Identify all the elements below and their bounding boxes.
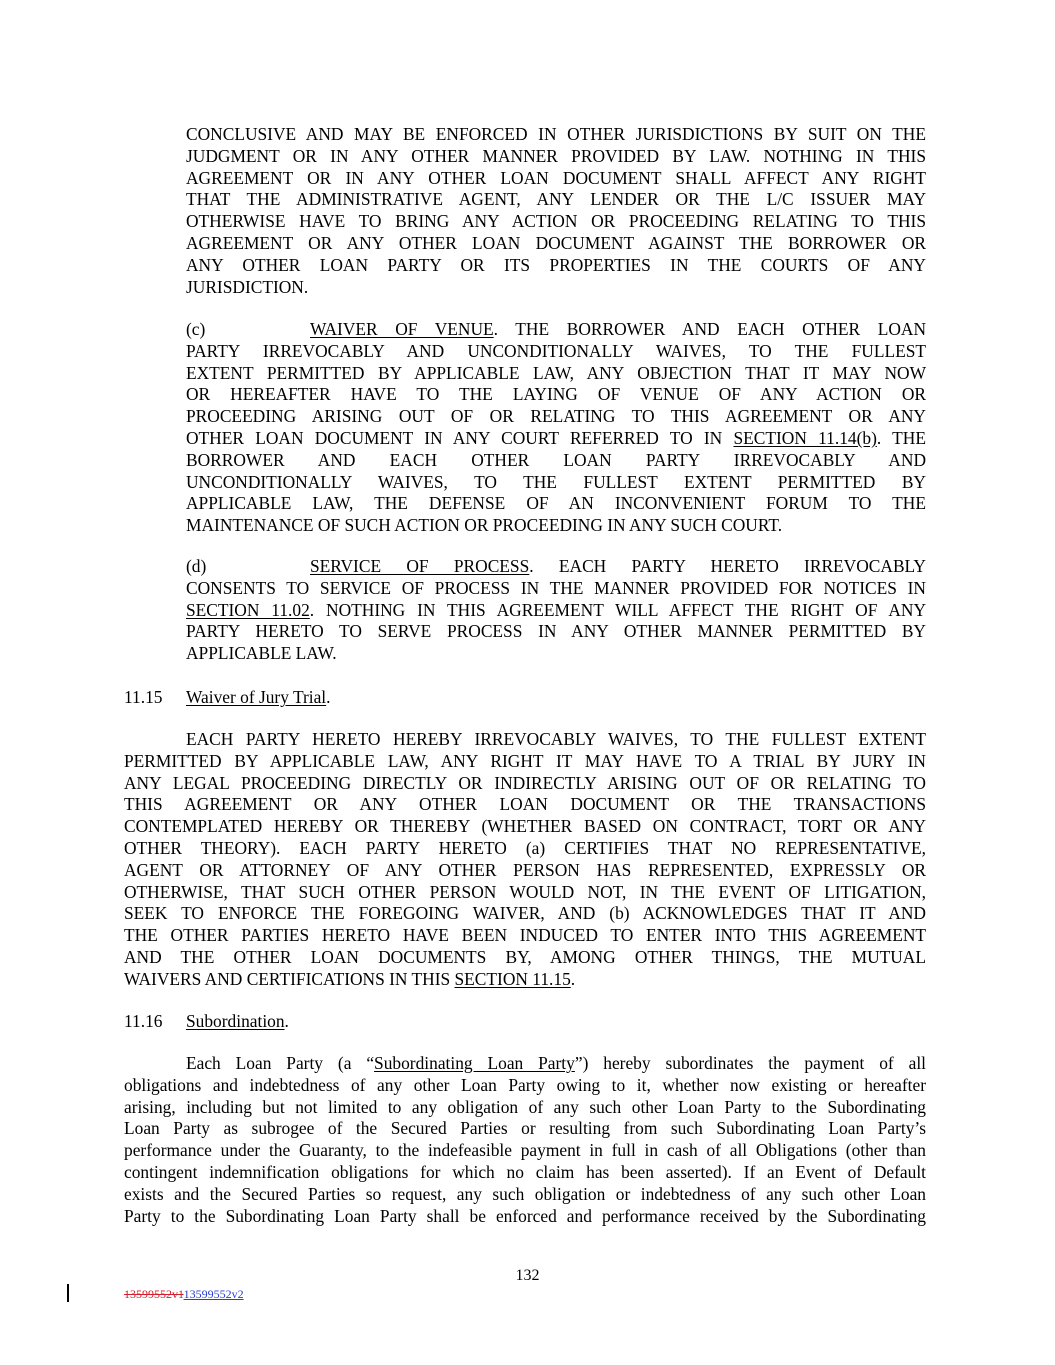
paragraph-line: Party to the Subordinating Loan Party shall be enforced and performance received by the Subordinating <box>124 1205 926 1226</box>
paragraph-text: Each Loan Party (a “ <box>186 1053 375 1073</box>
paragraph-line: OR HEREAFTER HAVE TO THE LAYING OF VENUE OF ANY ACTION OR <box>186 384 926 405</box>
paragraph-line: PERMITTED BY APPLICABLE LAW, ANY RIGHT IT MAY HAVE TO A TRIAL BY JURY IN <box>124 750 926 771</box>
paragraph-line: contingent indemnification obligations for which no claim has been asserted). If an Event of Default <box>124 1161 926 1182</box>
section-reference-link[interactable]: SECTION 11.14(b) <box>733 427 877 448</box>
paragraph-text: . THE <box>876 427 926 448</box>
paragraph-line: AND THE OTHER LOAN DOCUMENTS BY, AMONG OTHER THINGS, THE MUTUAL <box>124 946 926 967</box>
paragraph-line: EXTENT PERMITTED BY APPLICABLE LAW, ANY OBJECTION THAT IT MAY NOW <box>186 362 926 383</box>
paragraph-line: arising, including but not limited to any obligation of any such other Loan Party to the Subordinating <box>124 1096 926 1117</box>
paragraph-line: AGREEMENT OR ANY OTHER LOAN DOCUMENT AGAINST THE BORROWER OR <box>186 232 926 253</box>
section-title: Subordination <box>186 1011 285 1031</box>
paragraph-line: performance under the Guaranty, to the indefeasible payment in full in cash of all Obligations (other than <box>124 1140 926 1161</box>
paragraph-jury-trial-waiver <box>124 729 926 991</box>
paragraph-text: WAIVERS AND CERTIFICATIONS IN THIS <box>124 968 455 989</box>
paragraph-text: ”) hereby subordinates the payment of all <box>574 1053 926 1073</box>
paragraph-waiver-of-venue <box>186 319 926 537</box>
change-bar <box>67 1284 69 1302</box>
paragraph-line: AGREEMENT OR IN ANY OTHER LOAN DOCUMENT SHALL AFFECT ANY RIGHT <box>186 167 926 188</box>
paragraph-line: CONTEMPLATED HEREBY OR THEREBY (WHETHER BASED ON CONTRACT, TORT OR ANY <box>124 816 926 837</box>
paragraph-line: obligations and indebtedness of any other Loan Party owing to it, whether now existing or hereafter <box>124 1074 926 1095</box>
section-reference-link[interactable]: SECTION 11.02 <box>186 599 310 620</box>
section-title: Waiver of Jury Trial <box>186 687 327 707</box>
paragraph-line: APPLICABLE LAW. <box>186 643 337 664</box>
service-of-process-title: SERVICE OF PROCESS <box>310 556 530 576</box>
document-id-deleted: 13599552v1 <box>124 1287 184 1301</box>
paragraph-line: THIS AGREEMENT OR ANY OTHER LOAN DOCUMENT OR THE TRANSACTIONS <box>124 794 926 815</box>
section-number: 11.15 <box>124 687 163 707</box>
paragraph-text: . <box>570 968 576 989</box>
document-id-inserted: 13599552v2 <box>183 1287 244 1301</box>
paragraph-line: EACH PARTY HERETO HEREBY IRREVOCABLY WAIVES, TO THE FULLEST EXTENT <box>186 729 926 749</box>
paragraph-text: OTHER LOAN DOCUMENT IN ANY COURT REFERRED TO IN <box>186 427 734 448</box>
paragraph-service-of-process <box>186 556 926 665</box>
paragraph-line: JURISDICTION. <box>186 276 309 297</box>
paragraph-line: OTHER THEORY). EACH PARTY HERETO (a) CERTIFIES THAT NO REPRESENTATIVE, <box>124 837 926 858</box>
paragraph-line: PARTY IRREVOCABLY AND UNCONDITIONALLY WAIVES, TO THE FULLEST <box>186 340 926 361</box>
paragraph-marker: (d) <box>186 556 207 576</box>
paragraph-line: OTHERWISE HAVE TO BRING ANY ACTION OR PROCEEDING RELATING TO THIS <box>186 211 926 232</box>
paragraph-line: BORROWER AND EACH OTHER LOAN PARTY IRREVOCABLY AND <box>186 449 926 470</box>
paragraph-line: CONCLUSIVE AND MAY BE ENFORCED IN OTHER JURISDICTIONS BY SUIT ON THE <box>186 124 926 144</box>
paragraph-line: AGENT OR ATTORNEY OF ANY OTHER PERSON HAS REPRESENTED, EXPRESSLY OR <box>124 859 926 880</box>
paragraph-jurisdiction-continuation <box>186 124 926 298</box>
paragraph-subordination <box>124 1053 926 1227</box>
paragraph-line: JUDGMENT OR IN ANY OTHER MANNER PROVIDED BY LAW. NOTHING IN THIS <box>186 145 926 166</box>
paragraph-text: . NOTHING IN THIS AGREEMENT WILL AFFECT THE RIGHT OF ANY <box>309 599 926 620</box>
paragraph-line: ANY OTHER LOAN PARTY OR ITS PROPERTIES IN THE COURTS OF ANY <box>186 254 926 275</box>
paragraph-line: exists and the Secured Parties so request, any such obligation or indebtedness of any such other Loan <box>124 1183 926 1204</box>
paragraph-line: UNCONDITIONALLY WAIVES, TO THE FULLEST EXTENT PERMITTED BY <box>186 471 926 492</box>
page-number: 132 <box>515 1267 540 1284</box>
paragraph-line: ANY LEGAL PROCEEDING DIRECTLY OR INDIRECTLY ARISING OUT OF OR RELATING TO <box>124 772 926 793</box>
waiver-of-venue-title: WAIVER OF VENUE <box>310 319 494 339</box>
section-reference-link[interactable]: SECTION 11.15 <box>454 968 571 989</box>
paragraph-line: Loan Party as subrogee of the Secured Parties or resulting from such Subordinating Loan Party’s <box>124 1118 926 1139</box>
paragraph-line: SEEK TO ENFORCE THE FOREGOING WAIVER, AND (b) ACKNOWLEDGES THAT IT AND <box>124 903 926 924</box>
section-heading-11-16: 11.16 Subordination. <box>124 1011 289 1031</box>
paragraph-marker: (c) <box>186 319 206 339</box>
paragraph-text: . EACH PARTY HERETO IRREVOCABLY <box>529 556 926 576</box>
section-heading-11-15: 11.15 Waiver of Jury Trial. <box>124 687 331 707</box>
paragraph-line: PROCEEDING ARISING OUT OF OR RELATING TO THIS AGREEMENT OR ANY <box>186 406 926 427</box>
paragraph-line: MAINTENANCE OF SUCH ACTION OR PROCEEDING IN ANY SUCH COURT. <box>186 515 783 536</box>
paragraph-line: THAT THE ADMINISTRATIVE AGENT, ANY LENDER OR THE L/C ISSUER MAY <box>186 189 926 210</box>
document-id <box>124 1287 244 1302</box>
paragraph-text: . THE BORROWER AND EACH OTHER LOAN <box>493 319 927 339</box>
defined-term: Subordinating Loan Party <box>374 1053 575 1073</box>
section-number: 11.16 <box>124 1011 163 1031</box>
paragraph-line: OTHERWISE, THAT SUCH OTHER PERSON WOULD NOT, IN THE EVENT OF LITIGATION, <box>124 881 926 902</box>
paragraph-line: THE OTHER PARTIES HERETO HAVE BEEN INDUCED TO ENTER INTO THIS AGREEMENT <box>124 925 926 946</box>
paragraph-line: APPLICABLE LAW, THE DEFENSE OF AN INCONVENIENT FORUM TO THE <box>186 493 926 514</box>
paragraph-line: CONSENTS TO SERVICE OF PROCESS IN THE MANNER PROVIDED FOR NOTICES IN <box>186 577 926 598</box>
paragraph-line: PARTY HERETO TO SERVE PROCESS IN ANY OTHER MANNER PERMITTED BY <box>186 621 926 642</box>
